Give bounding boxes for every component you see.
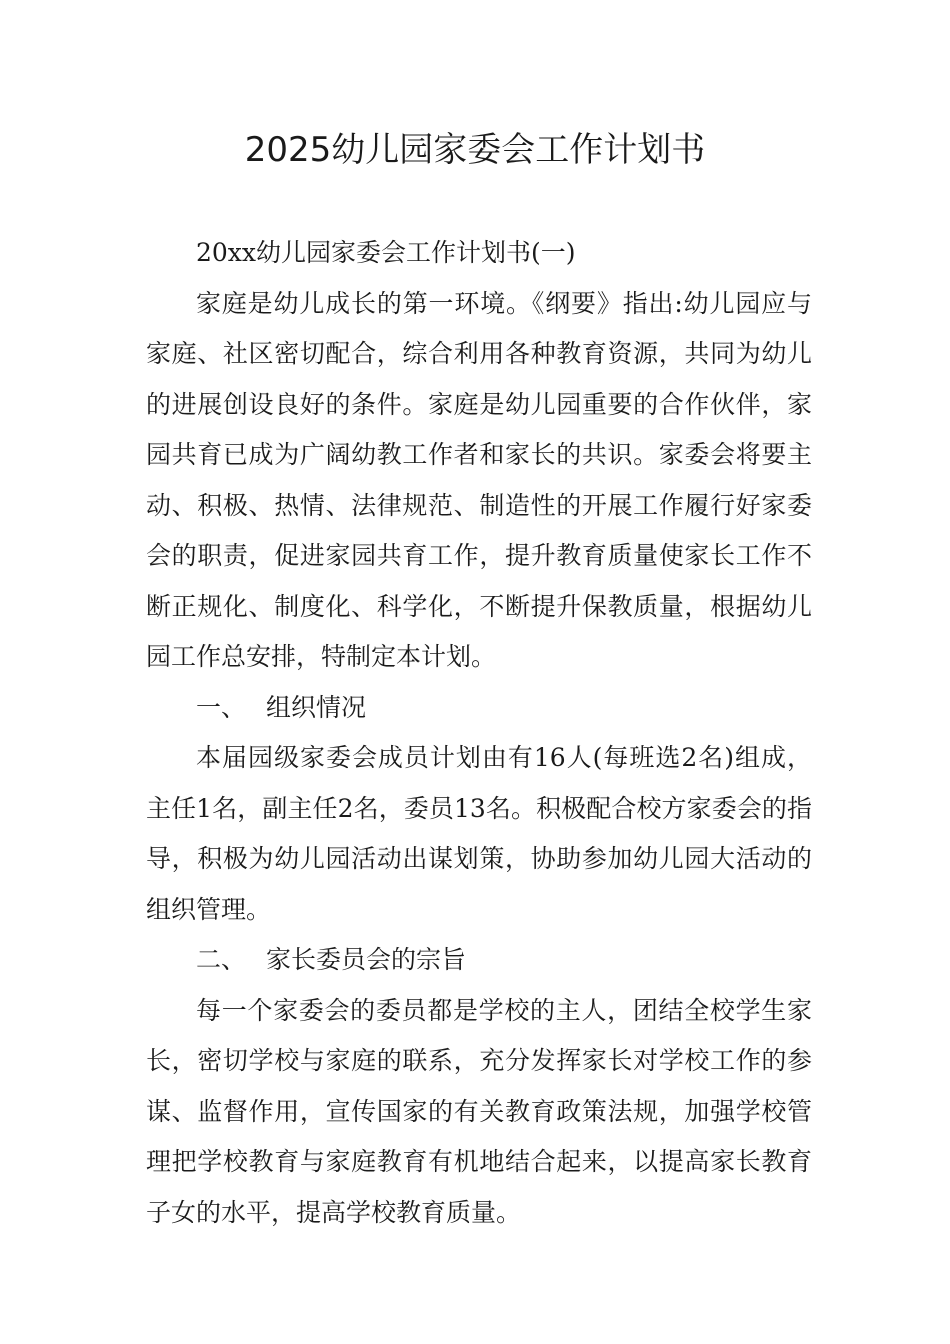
subtitle: 20xx幼儿园家委会工作计划书(一) (196, 238, 576, 267)
section-heading-organization (146, 683, 812, 734)
section-title: 组织情况 (266, 692, 367, 722)
organization-paragraph: 本届园级家委会成员计划由有16人(每班选2名)组成，主任1名，副主任2名，委员13名。积极配合校方家委会的指导，积极为幼儿园活动出谋划策，协助参加幼儿园大活动的组织管理。 (146, 743, 812, 924)
purpose-paragraph: 每一个家委会的委员都是学校的主人，团结全校学生家长，密切学校与家庭的联系，充分发挥家长对学校工作的参谋、监督作用，宣传国家的有关教育政策法规，加强学校管理把学校教育与家庭教育有机地结合起来，以提高家长教育子女的水平，提高学校教育质量。 (146, 995, 812, 1227)
section-number: 一、 (196, 692, 247, 722)
document-title: 2025幼儿园家委会工作计划书 (244, 130, 706, 170)
section-heading-purpose (146, 935, 812, 986)
section-title: 家长委员会的宗旨 (266, 945, 467, 974)
document-body (146, 228, 812, 1238)
intro-paragraph: 家庭是幼儿成长的第一环境。《纲要》指出:幼儿园应与家庭、社区密切配合，综合利用各种教育资源，共同为幼儿的进展创设良好的条件。家庭是幼儿园重要的合作伙伴，家园共育已成为广阔幼教工作者和家长的共识。家委会将要主动、积极、热情、法律规范、制造性的开展工作履行好家委会的职责，促进家园共育工作，提升教育质量使家长工作不断正规化、制度化、科学化，不断提升保教质量，根据幼儿园工作总安排，特制定本计划。 (146, 288, 812, 671)
section-number: 二、 (196, 945, 247, 974)
